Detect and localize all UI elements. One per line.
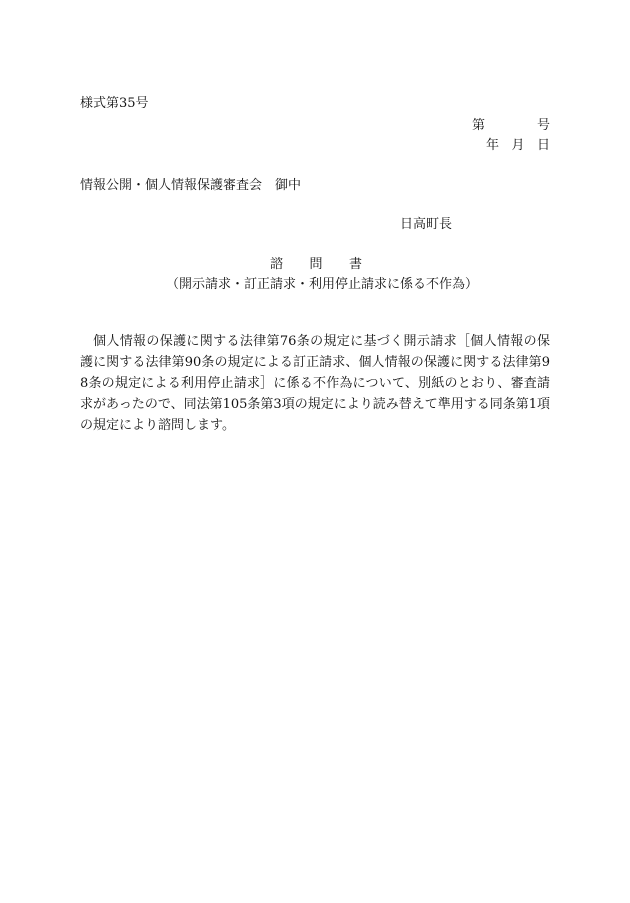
- addressee-name: 情報公開・個人情報保護審査会: [80, 178, 263, 193]
- document-title: [270, 257, 362, 273]
- document-date: [486, 138, 550, 154]
- doc-number-suffix: 号: [536, 118, 550, 133]
- title-char-2: 問: [309, 257, 323, 272]
- date-day: 日: [536, 138, 550, 153]
- document-number: [472, 118, 550, 134]
- addressee: [80, 178, 301, 194]
- date-year: 年: [486, 138, 500, 153]
- sender: 日高町長: [400, 217, 453, 232]
- doc-number-prefix: 第: [472, 118, 486, 133]
- date-month: 月: [511, 138, 525, 153]
- document-subtitle: （開示請求・訂正請求・利用停止請求に係る不作為）: [166, 277, 479, 292]
- title-char-1: 諮: [270, 257, 284, 272]
- form-number: 様式第35号: [80, 96, 149, 111]
- body-paragraph: 個人情報の保護に関する法律第76条の規定に基づく開示請求［個人情報の保護に関する法律第90条の規定による訂正請求、個人情報の保護に関する法律第98条の規定による利用停止請求］に係る不作為について、別紙のとおり、審査請求があったので、同法第105条第3項の規定により読み替えて準用する同条第1項の規定により諮問します。: [80, 334, 550, 433]
- title-char-3: 書: [348, 257, 362, 272]
- addressee-honorific: 御中: [275, 178, 302, 193]
